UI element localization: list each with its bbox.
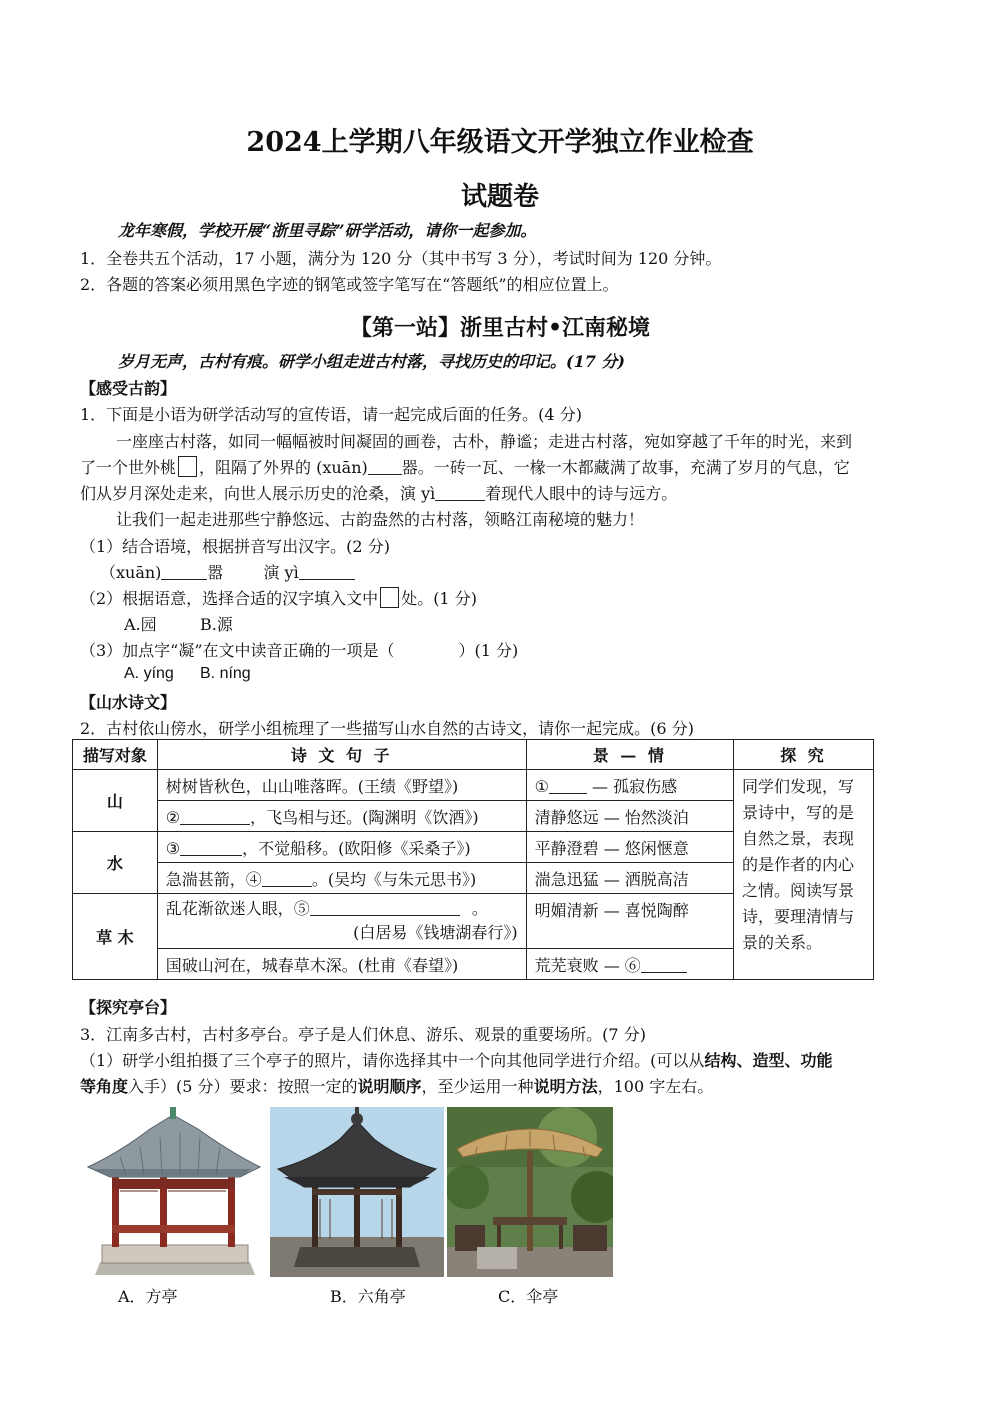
pinyin-xuan: （xuān) bbox=[100, 563, 162, 582]
table-header-row bbox=[73, 740, 874, 770]
blank-yi[interactable] bbox=[435, 500, 485, 501]
scene-cell: 荒芜衰败 — ⑥ bbox=[526, 949, 733, 980]
blank-1[interactable] bbox=[549, 793, 587, 794]
sentence-cell: ② ，飞鸟相与还。(陶渊明《饮酒》) bbox=[157, 801, 526, 832]
question-1: 1．下面是小语为研学活动写的宣传语，请一起完成后面的任务。(4 分) bbox=[80, 405, 582, 424]
sub2-text: （2）根据语意，选择合适的汉字填入文中 bbox=[80, 589, 379, 608]
exam-title: 2024上学期八年级语文开学独立作业检查 bbox=[246, 127, 754, 158]
sub-text: （1）研学小组拍摄了三个亭子的照片，请你选择其中一个向其他同学进行介绍。(可以从 bbox=[80, 1051, 705, 1070]
passage-text: ，阻隔了外界的 (xuān) bbox=[199, 458, 368, 477]
exam-subtitle: 试题卷 bbox=[460, 182, 539, 212]
pinyin-yi: 演 yì bbox=[263, 563, 299, 582]
note-1: 1．全卷共五个活动，17 小题，满分为 120 分（其中书写 3 分），考试时间为 120 分钟。 bbox=[80, 249, 722, 268]
col-header-explore: 探 究 bbox=[734, 740, 874, 770]
question-3: 3．江南多古村，古村多亭台。亭子是人们休息、游乐、观景的重要场所。(7 分) bbox=[80, 1025, 646, 1044]
sentence-cell: 树树皆秋色，山山唯落晖。(王绩《野望》) bbox=[157, 770, 526, 801]
option-a-yuan[interactable]: A.园 bbox=[124, 615, 157, 634]
sub-question-2 bbox=[80, 586, 477, 609]
option-a-ying[interactable]: A. yíng bbox=[124, 665, 174, 682]
passage-line-1: 一座座古村落，如同一幅幅被时间凝固的画卷，古朴，静谧；走进古村落，宛如穿越了千年的时光，来到 bbox=[116, 432, 853, 451]
passage-line-2 bbox=[80, 455, 850, 478]
caption-c-san-ting: C．伞亭 bbox=[498, 1287, 559, 1306]
sub-question-3-1-line1 bbox=[80, 1048, 832, 1071]
sub-question-3-1-line2 bbox=[80, 1074, 713, 1097]
caption-b-liu-jiao-ting: B．六角亭 bbox=[330, 1287, 406, 1306]
fill-box[interactable] bbox=[178, 456, 197, 477]
emphasis-text: 等角度 bbox=[80, 1077, 129, 1096]
blank-2[interactable] bbox=[180, 824, 250, 825]
note-2: 2．各题的答案必须用黑色字迹的钢笔或签字笔写在“答题纸”的相应位置上。 bbox=[80, 275, 619, 294]
option-b-yuan[interactable]: B.源 bbox=[200, 615, 233, 634]
blank-6[interactable] bbox=[641, 972, 687, 973]
sub-question-1: （1）结合语境，根据拼音写出汉字。(2 分) bbox=[80, 537, 390, 556]
emphasis-text: 结构、造型、功能 bbox=[704, 1051, 833, 1070]
intro-line: 龙年寒假，学校开展“浙里寻踪”研学活动，请你一起参加。 bbox=[118, 221, 537, 240]
section-intro: 岁月无声，古村有痕。研学小组走进古村落，寻找历史的印记。(17 分) bbox=[118, 352, 625, 371]
pavilion-umbrella-image bbox=[447, 1107, 613, 1277]
scene-cell: 清静悠远 — 怡然淡泊 bbox=[526, 801, 733, 832]
fill-box-ref bbox=[380, 587, 399, 608]
object-mountain: 山 bbox=[73, 770, 158, 832]
question-2: 2．古村依山傍水，研学小组梳理了一些描写山水自然的古诗文，请你一起完成。(6 分) bbox=[80, 719, 694, 738]
pavilion-square-image bbox=[80, 1107, 266, 1277]
sentence-cell: ③ ，不觉船移。(欧阳修《采桑子》) bbox=[157, 832, 526, 863]
scene-cell: 平静澄碧 — 悠闲惬意 bbox=[526, 832, 733, 863]
answer-blank-yi[interactable] bbox=[299, 579, 355, 580]
emphasis-text: 说明方法 bbox=[533, 1077, 598, 1096]
passage-text: 着现代人眼中的诗与远方。 bbox=[485, 484, 678, 503]
sentence-cell: 乱花渐欲迷人眼，⑤ 。 (白居易《钱塘湖春行》) bbox=[157, 894, 526, 949]
sub1-answers bbox=[100, 560, 355, 583]
blank-5[interactable] bbox=[310, 915, 460, 916]
sub-text: ，100 字左右。 bbox=[597, 1077, 714, 1096]
col-header-scene: 景 — 情 bbox=[526, 740, 733, 770]
blank-3[interactable] bbox=[180, 855, 242, 856]
heading-gan-shou-gu-yun: 【感受古韵】 bbox=[80, 379, 177, 398]
heading-shan-shui-shi-wen: 【山水诗文】 bbox=[80, 693, 177, 712]
passage-text: 器。一砖一瓦、一椽一木都藏满了故事，充满了岁月的气息，它 bbox=[401, 458, 850, 477]
blank-xuan[interactable] bbox=[368, 474, 402, 475]
passage-line-3 bbox=[80, 481, 677, 504]
explore-cell: 同学们发现，写景诗中，写的是自然之景，表现的是作者的内心之情。阅读写景诗，要理清情与景的关系。 bbox=[734, 770, 874, 980]
passage-line-4: 让我们一起走进那些宁静悠远、古韵盎然的古村落，领略江南秘境的魅力！ bbox=[116, 510, 645, 529]
blank-4[interactable] bbox=[262, 886, 312, 887]
answer-blank-xuan[interactable] bbox=[161, 579, 207, 580]
passage-text: 了一个世外桃 bbox=[80, 458, 177, 477]
passage-text: 们从岁月深处走来，向世人展示历史的沧桑，演 yì bbox=[80, 484, 436, 503]
sentence-cell: 急湍甚箭，④ 。(吴均《与朱元思书》) bbox=[157, 863, 526, 894]
option-b-ning[interactable]: B. níng bbox=[200, 665, 251, 682]
sentence-source: (白居易《钱塘湖春行》) bbox=[353, 923, 518, 942]
sub-text: 入手）(5 分）要求：按照一定的 bbox=[128, 1077, 358, 1096]
char-xiao: 嚣 bbox=[207, 563, 224, 582]
pavilion-hexagonal-image bbox=[270, 1107, 444, 1277]
poem-table bbox=[72, 739, 874, 980]
col-header-sentence: 诗 文 句 子 bbox=[157, 740, 526, 770]
sub-text: ，至少运用一种 bbox=[421, 1077, 534, 1096]
sentence-cell: 国破山河在，城春草木深。(杜甫《春望》) bbox=[157, 949, 526, 980]
col-header-object: 描写对象 bbox=[73, 740, 158, 770]
emphasis-text: 说明顺序 bbox=[357, 1077, 422, 1096]
scene-cell: 湍急迅猛 — 洒脱高洁 bbox=[526, 863, 733, 894]
object-water: 水 bbox=[73, 832, 158, 894]
scene-cell: ① — 孤寂伤感 bbox=[526, 770, 733, 801]
sub-question-3: （3）加点字“凝”在文中读音正确的一项是（ ）(1 分) bbox=[80, 641, 519, 660]
table-row bbox=[73, 770, 874, 801]
heading-tan-jiu-ting-tai: 【探究亭台】 bbox=[80, 998, 177, 1017]
object-grass: 草 木 bbox=[73, 894, 158, 980]
caption-a-fang-ting: A．方亭 bbox=[118, 1287, 178, 1306]
section-title: 【第一站】浙里古村•江南秘境 bbox=[349, 315, 651, 341]
scene-cell: 明媚清新 — 喜悦陶醉 bbox=[526, 894, 733, 949]
sub2-text: 处。(1 分) bbox=[401, 589, 477, 608]
